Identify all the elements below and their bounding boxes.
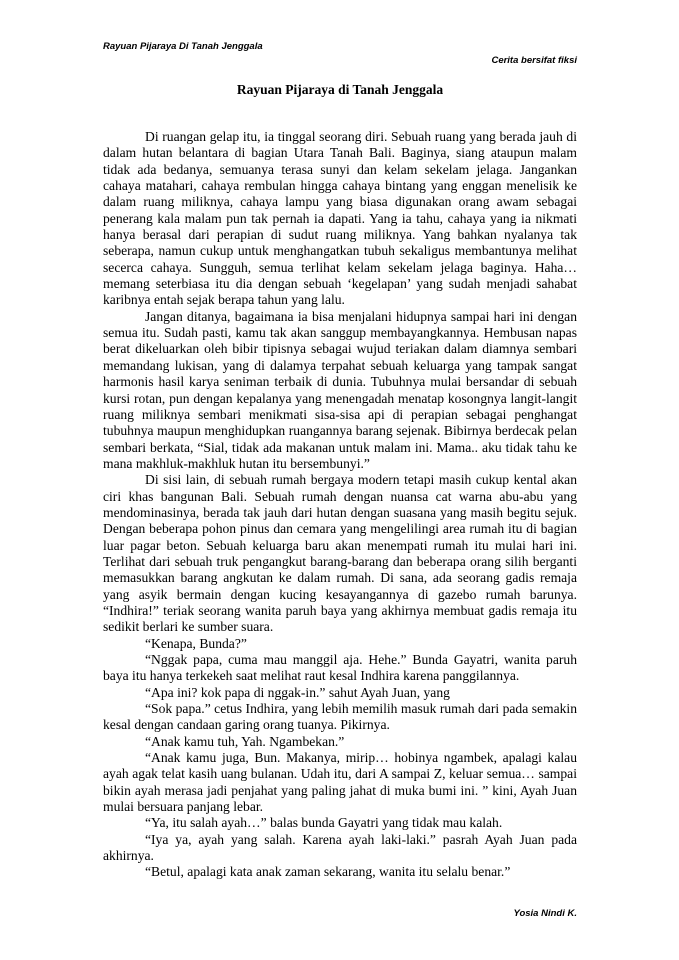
paragraph: Di sisi lain, di sebuah rumah bergaya modern tetapi masih cukup kental akan ciri khas bangunan Bali. Sebuah rumah dengan nuansa cat warna abu-abu yang mendominasinya, berada tak jauh dari hutan dengan suasana yang masih begitu sejuk. Dengan beberapa pohon pinus dan cemara yang mengelilingi area rumah itu di bagian luar pagar beton. Sebuah keluarga baru akan menempati rumah itu mulai hari ini. Terlihat dari sebuah truk pengangkut barang-barang dan beberapa orang silih berganti memasukkan barang angkutan ke dalam rumah. Di sana, ada seorang gadis remaja yang asyik bermain dengan kucing kesayangannya di gazebo rumah barunya. “Indhira!” teriak seorang wanita paruh baya yang akhirnya membuat gadis remaja itu sedikit berlari ke sumber suara. xyxy=(103,472,577,635)
footer-author: Yosia Nindi K. xyxy=(513,908,577,919)
paragraph: “Kenapa, Bunda?” xyxy=(145,635,247,651)
paragraph: “Betul, apalagi kata anak zaman sekarang, wanita itu selalu benar.” xyxy=(145,864,511,880)
paragraph: “Anak kamu juga, Bun. Makanya, mirip… hobinya ngambek, apalagi kalau ayah agak telat kasih uang bulanan. Udah itu, dari A sampai Z, keluar semua… sampai bikin ayah merasa jadi penjahat yang paling jahat di muka bumi ini. ” kini, Ayah Juan mulai bersuara panjang lebar. xyxy=(103,750,577,815)
paragraph: “Iya ya, ayah yang salah. Karena ayah laki-laki.” pasrah Ayah Juan pada akhirnya. xyxy=(103,831,577,864)
paragraph: Di ruangan gelap itu, ia tinggal seorang diri. Sebuah ruang yang berada jauh di dalam hutan belantara di bagian Utara Tanah Bali. Baginya, siang ataupun malam tidak ada bedanya, semuanya terasa sunyi dan kelam sekelam jelaga. Jangankan cahaya matahari, cahaya rembulan hingga cahaya bintang yang enggan menelisik ke dalam ruang miliknya, cahaya lampu yang biasa digunakan orang awam sebagai penerang kala malam pun tak pernah ia dapati. Yang ia tahu, cahaya yang ia nikmati hanya berasal dari perapian di sudut ruang miliknya. Yang bahkan nyalanya tak seberapa, namun cukup untuk menghangatkan tubuh sekaligus membantunya melihat secerca cahaya. Sungguh, semua terlihat kelam sekelam jelaga baginya. Haha… memang seterbiasa itu dia dengan sebuah ‘kegelapan’ yang sudah menjadi sahabat karibnya entah sejak berapa tahun yang lalu. xyxy=(103,129,577,308)
paragraph: Jangan ditanya, bagaimana ia bisa menjalani hidupnya sampai hari ini dengan semua itu. Sudah pasti, kamu tak akan sanggup membayangkannya. Hembusan napas berat dikeluarkan oleh bibir tipisnya sebagai wujud teriakan dalam diamnya sembari memandang lukisan, yang di dalamya terpahat sebuah keluarga yang tampak sangat harmonis hasil karya seniman terbaik di dunia. Tubuhnya mulai bersandar di sebuah kursi rotan, pun dengan kepalanya yang menengadah menatap kosongnya langit-langit ruang miliknya sembari menikmati sisa-sisa api di perapian sebagai penghangat tubuhnya maupun menghidupkan ruangannya barang sejenak. Bibirnya berdecak pelan sembari berkata, “Sial, tidak ada makanan untuk malam ini. Mama.. aku tidak tahu ke mana makhluk-makhluk hutan itu bersembunyi.” xyxy=(103,308,577,471)
paragraph: “Nggak papa, cuma mau manggil aja. Hehe.” Bunda Gayatri, wanita paruh baya itu hanya terkekeh saat melihat raut kesal Indhira karena panggilannya. xyxy=(103,652,577,684)
story-title: Rayuan Pijaraya di Tanah Jenggala xyxy=(236,82,444,97)
header-right-note: Cerita bersifat fiksi xyxy=(491,55,577,66)
story-body xyxy=(103,129,577,881)
paragraph: “Apa ini? kok papa di nggak-in.” sahut Ayah Juan, yang xyxy=(145,684,450,700)
paragraph: “Sok papa.” cetus Indhira, yang lebih memilih masuk rumah dari pada semakin kesal dengan candaan garing orang tuanya. Pikirnya. xyxy=(103,701,577,733)
header-left-title: Rayuan Pijaraya Di Tanah Jenggala xyxy=(103,41,263,52)
paragraph: “Ya, itu salah ayah…” balas bunda Gayatri yang tidak mau kalah. xyxy=(145,815,503,831)
paragraph: “Anak kamu tuh, Yah. Ngambekan.” xyxy=(145,733,345,749)
